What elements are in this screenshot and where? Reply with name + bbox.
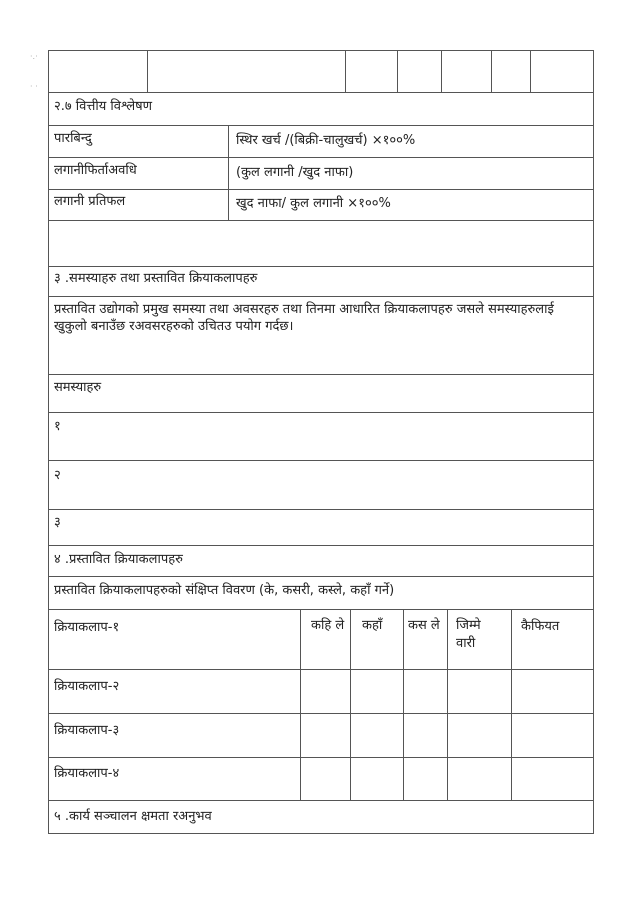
col-line — [147, 50, 148, 92]
problems-label: समस्याहरु — [54, 380, 102, 395]
col-line — [397, 50, 398, 92]
col-where-header: कहाँ — [362, 618, 383, 633]
col-line — [491, 50, 492, 92]
roi-formula: खुद नाफा/ कुल लगानी ×१००% — [236, 196, 391, 211]
scan-specks: ·.· · · — [30, 52, 38, 91]
section-3-description: प्रस्तावित उद्योगको प्रमुख समस्या तथा अवसरहरु तथा तिनमा आधारित क्रियाकलापहरु जसले समस्याहरुलाई खुकुलो बनाउँछ रअवसरहरुको उचितउ पयोग गर्दछ। — [54, 302, 554, 334]
col-responsibility-header: जिम्मे वारी — [456, 618, 481, 651]
row-line — [48, 266, 594, 267]
col-line — [447, 609, 448, 801]
breakeven-formula: स्थिर खर्च /(बिक्री-चालुखर्च) ×१००% — [236, 133, 416, 148]
row-line — [48, 669, 594, 670]
section-3-heading: ३ .समस्याहरु तथा प्रस्तावित क्रियाकलापहरु — [54, 271, 258, 286]
col-line — [530, 50, 531, 92]
row-line — [48, 833, 594, 834]
col-when-header: कहि ले — [311, 618, 345, 633]
problem-item-1: १ — [54, 419, 61, 434]
activity-2-label: क्रियाकलाप-२ — [54, 679, 120, 694]
left-border — [48, 50, 49, 834]
row-line — [48, 220, 594, 221]
row-line — [48, 189, 594, 190]
section-2-7-heading: २.७ वित्तीय विश्लेषण — [54, 99, 153, 114]
activity-3-label: क्रियाकलाप-३ — [54, 723, 120, 738]
section-4-heading: ४ .प्रस्तावित क्रियाकलापहरु — [54, 552, 183, 567]
row-line — [48, 374, 594, 375]
row-line — [48, 800, 594, 801]
col-remarks-header: कैफियत — [521, 619, 560, 634]
col-line — [350, 609, 351, 801]
payback-label: लगानीफिर्ताअवधि — [54, 163, 137, 178]
col-line — [511, 609, 512, 801]
col-line — [403, 609, 404, 801]
row-line — [48, 757, 594, 758]
row-line — [48, 609, 594, 610]
payback-formula: (कुल लगानी /खुद नाफा) — [236, 165, 354, 180]
roi-label: लगानी प्रतिफल — [54, 194, 126, 209]
problem-item-2: २ — [54, 468, 61, 483]
col-line — [228, 125, 229, 221]
right-border — [593, 50, 594, 834]
col-line — [300, 609, 301, 801]
row-line — [48, 157, 594, 158]
row-line — [48, 50, 594, 51]
row-line — [48, 412, 594, 413]
row-line — [48, 545, 594, 546]
col-line — [345, 50, 346, 92]
activity-1-label: क्रियाकलाप-१ — [54, 620, 120, 635]
problem-item-3: ३ — [54, 515, 61, 530]
row-line — [48, 576, 594, 577]
row-line — [48, 296, 594, 297]
row-line — [48, 509, 594, 510]
row-line — [48, 92, 594, 93]
row-line — [48, 460, 594, 461]
row-line — [48, 713, 594, 714]
col-line — [441, 50, 442, 92]
section-4-subheading: प्रस्तावित क्रियाकलापहरुको संक्षिप्त विवरण (के, कसरी, कस्ले, कहाँ गर्ने) — [54, 583, 395, 598]
col-who-header: कस ले — [408, 618, 440, 633]
section-5-heading: ५ .कार्य सञ्चालन क्षमता रअनुभव — [54, 809, 212, 824]
activity-4-label: क्रियाकलाप-४ — [54, 766, 120, 781]
breakeven-label: पारबिन्दु — [54, 131, 92, 146]
row-line — [48, 125, 594, 126]
